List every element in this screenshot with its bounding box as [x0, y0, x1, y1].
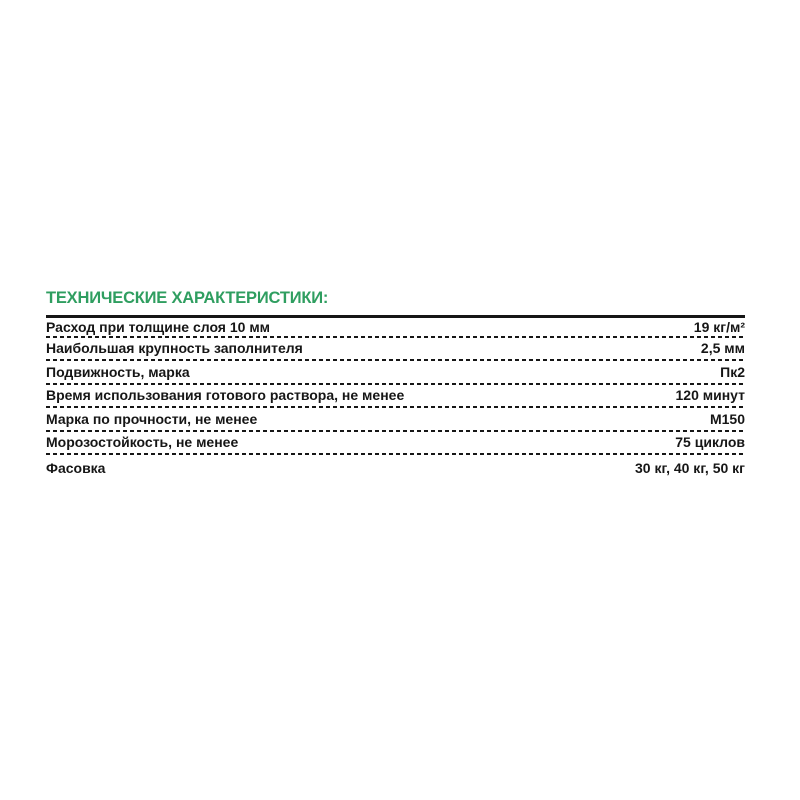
row-value: Пк2	[720, 363, 745, 380]
row-label: Расход при толщине слоя 10 мм	[46, 318, 271, 335]
table-row	[46, 338, 745, 360]
table-row	[46, 318, 745, 336]
row-value: 120 минут	[675, 387, 745, 404]
row-value: 2,5 мм	[700, 340, 745, 357]
row-value: 75 циклов	[675, 434, 745, 451]
row-label: Время использования готового раствора, не менее	[46, 387, 405, 404]
row-label: Марка по прочности, не менее	[46, 410, 258, 427]
row-value: М150	[709, 410, 745, 427]
row-label: Наибольшая крупность заполнителя	[46, 340, 303, 357]
spec-table	[46, 315, 745, 481]
row-value: 30 кг, 40 кг, 50 кг	[635, 459, 745, 476]
row-value: 19 кг/м²	[693, 318, 745, 335]
table-row	[46, 408, 745, 430]
technical-characteristics-section	[46, 290, 745, 480]
row-label: Подвижность, марка	[46, 363, 190, 380]
table-row	[46, 455, 745, 480]
section-title: ТЕХНИЧЕСКИЕ ХАРАКТЕРИСТИКИ:	[46, 289, 329, 307]
row-label: Фасовка	[46, 459, 106, 476]
row-label: Морозостойкость, не менее	[46, 434, 239, 451]
table-row	[46, 385, 745, 407]
table-row	[46, 361, 745, 383]
table-row	[46, 432, 745, 454]
